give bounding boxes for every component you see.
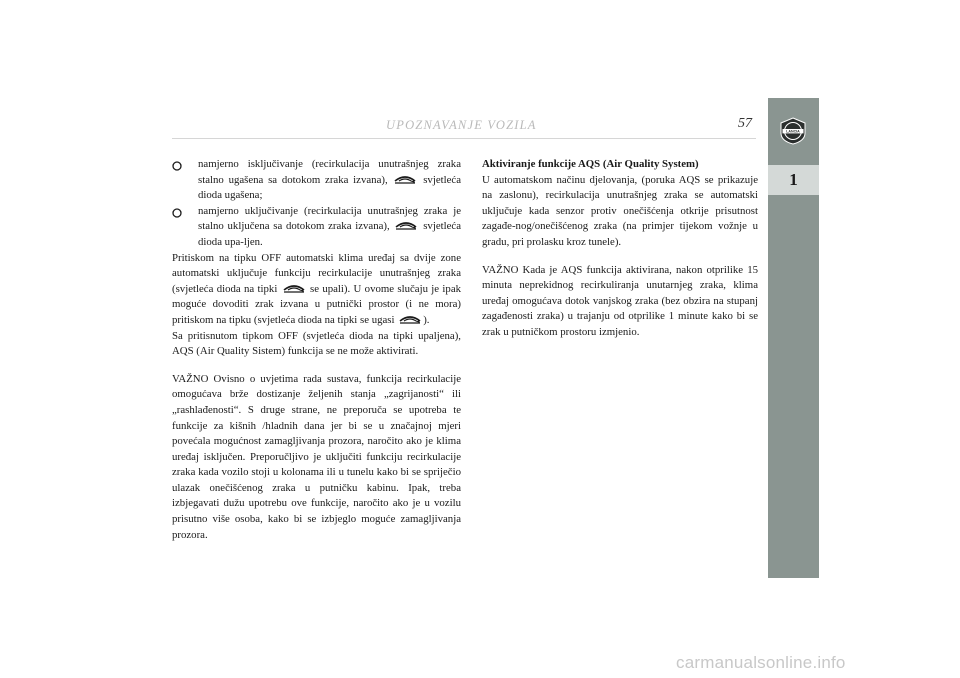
bullet-circle-icon — [172, 208, 182, 218]
important-note: VAŽNO Kada je AQS funkcija aktivirana, nakon otprilike 15 minuta neprekidnog recirkuliranja unutarnjeg zraka, klima uređaj omogućava dotok vanjskog zraka (bez obzira na stupanj zagađenosti zraka) u trajanju od otprilike 1 minute kako bi se zrak u putničkom prostoru izmjenio. — [482, 263, 758, 338]
bullet-item — [172, 204, 461, 251]
page-header-title: UPOZNAVANJE VOZILA — [386, 118, 537, 132]
recirculation-icon — [399, 314, 421, 324]
bullet-text: namjerno isključivanje (recirkulacija unutrašnjeg zraka stalno ugašena sa dotokom zraka izvana), — [198, 158, 461, 186]
paragraph-text: se upali). U ovome slučaju je ipak moguće dovoditi zrak izvana u putnički prostor (i ne mora) pritiskom na tipku (svjetleća dioda na tipki se ugasi — [172, 282, 462, 326]
lancia-logo-icon — [779, 117, 807, 145]
bullet-circle-icon — [172, 161, 182, 171]
header-rule — [172, 138, 756, 139]
bullet-text: namjerno uključivanje (recirkulacija unutrašnjeg zraka je stalno uključena sa dotokom zraka izvana), — [198, 204, 461, 233]
lancia-logo-text: LANCIA — [786, 129, 800, 134]
chapter-number: 1 — [768, 165, 819, 195]
paragraph-text: ). — [423, 313, 430, 326]
recirculation-icon — [394, 174, 416, 184]
bullet-text: svjetleća dioda upa-ljen. — [198, 220, 461, 248]
important-note: VAŽNO Ovisno o uvjetima rada sustava, funkcija recirkulacije omogućava brže dostizanje željenih stanja „zagrijanosti“ ili „rashlađenosti“. S druge strane, ne preporuča se upotreba te funkcije za kišnih /hladnih dana jer bi se u značajnoj mjeri povećala mogućnost zamagljivanja prozora, naročito ako je klima uređaj isključen. Preporučljivo je uključiti funkciju recirkulacije zraka kada vozilo stoji u kolonama ili u tunelu kako bi se spriječio ulazak onečišćenog zraka u putničku kabinu. Ipak, treba izbjegavati dužu upotrebu ove funkcije, naročito ako je u vozilu prisutno više osoba, kako bi se izbjeglo moguće zamagljivanja prozora. — [172, 372, 461, 541]
right-column — [482, 157, 758, 341]
left-column — [172, 157, 461, 543]
paragraph-text: Pritiskom na tipku OFF automatski klima uređaj sa dvije zone automatski uključuje funkciju recirkulacije unutrašnjeg zraka (svjetleća dioda na tipki — [172, 251, 461, 295]
bullet-text: svjetleća dioda ugašena; — [198, 173, 461, 202]
paragraph: Sa pritisnutom tipkom OFF (svjetleća dioda na tipki upaljena), AQS (Air Quality Sistem) funkcija se ne može aktivirati. — [172, 329, 461, 358]
recirculation-icon — [395, 220, 417, 230]
paragraph: U automatskom načinu djelovanja, (poruka AQS se prikazuje na zaslonu), recirkulacija unutrašnjeg zraka se automatski uključuje kada senzor protiv onečišćenja otkrije prisutnost zagađe-nog/onečišćenog zraka (na primjer tijekom vožnje u gradu, pri prolasku kroz tunele). — [482, 173, 758, 248]
recirculation-icon — [283, 283, 305, 293]
bullet-item — [172, 157, 461, 204]
section-heading: Aktiviranje funkcije AQS (Air Quality System) — [482, 158, 699, 170]
page-number: 57 — [738, 116, 752, 131]
paragraph — [172, 251, 461, 329]
watermark: carmanualsonline.info — [676, 653, 846, 672]
